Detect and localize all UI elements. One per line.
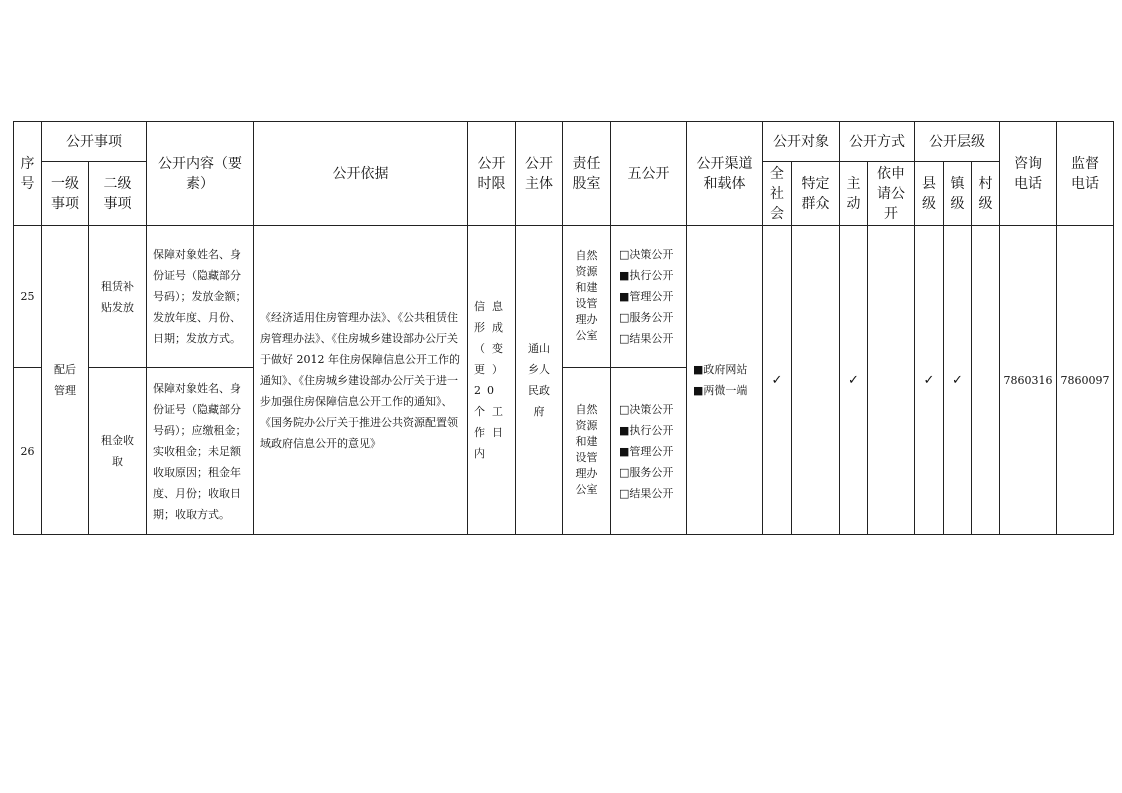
five-item: □结果公开: [619, 486, 674, 500]
header-method: 公开方式: [840, 122, 915, 162]
header-content: 公开内容（要素）: [147, 122, 254, 226]
level2-cell: 租金收取: [89, 368, 147, 535]
subject-cell: 通山乡人民政府: [516, 226, 563, 535]
header-item: 公开事项: [42, 122, 147, 162]
check-icon: ✓: [763, 226, 792, 535]
header-tier-county: 县级: [915, 162, 944, 226]
method-request-cell: [868, 226, 915, 535]
time-cell: 信息形成（变更）20个工作日内: [468, 226, 516, 535]
channel-list: [687, 226, 763, 535]
dept-cell: 自然资源和建设管理办公室: [563, 368, 611, 535]
check-icon: ✓: [840, 226, 868, 535]
five-item: ■管理公开: [619, 290, 674, 303]
level1-cell: 配后管理: [42, 226, 89, 535]
basis-cell: 《经济适用住房管理办法》、《公共租赁住房管理办法》、《住房城乡建设部办公厅关于做好 2012 年住房保障信息公开工作的通知》、《住房城乡建设部办公厅关于进一步加强住房保障信息公开工作的通知》、《国务院办公厅关于推进公共资源配置领域政府信息公开的意见》: [254, 226, 468, 535]
audience-specific-cell: [792, 226, 840, 535]
header-basis: 公开依据: [254, 122, 468, 226]
header-seq: 序号: [14, 122, 42, 226]
header-audience-all: 全社会: [763, 162, 792, 226]
five-item: ■管理公开: [619, 444, 674, 458]
supervise-phone: 7860097: [1057, 226, 1114, 535]
five-list: [611, 368, 687, 535]
level2-cell: 租赁补贴发放: [89, 226, 147, 368]
header-subject: 公开主体: [516, 122, 563, 226]
table-row: [14, 226, 1114, 368]
header-row-1: [14, 122, 1114, 162]
check-icon: ✓: [915, 226, 944, 535]
header-level2: 二级事项: [89, 162, 147, 226]
header-audience-specific: 特定群众: [792, 162, 840, 226]
header-level1: 一级事项: [42, 162, 89, 226]
five-item: □决策公开: [619, 402, 674, 416]
five-item: ■执行公开: [619, 269, 674, 282]
header-time: 公开时限: [468, 122, 516, 226]
row-seq: 26: [14, 368, 42, 535]
header-method-request: 依申请公开: [868, 162, 915, 226]
five-item: □服务公开: [619, 465, 674, 479]
header-tier-village: 村级: [972, 162, 1000, 226]
row-seq: 25: [14, 226, 42, 368]
header-supervise: 监督电话: [1057, 122, 1114, 226]
header-dept: 责任股室: [563, 122, 611, 226]
five-list: [611, 226, 687, 368]
header-method-active: 主动: [840, 162, 868, 226]
five-item: □服务公开: [619, 311, 674, 324]
check-icon: ✓: [944, 226, 972, 535]
header-channel: 公开渠道和载体: [687, 122, 763, 226]
dept-cell: 自然资源和建设管理办公室: [563, 226, 611, 368]
channel-item: ■政府网站: [693, 363, 748, 376]
five-item: ■执行公开: [619, 423, 674, 437]
content-cell: 保障对象姓名、身份证号（隐藏部分号码）；发放金额；发放年度、月份、日期；发放方式。: [147, 226, 254, 368]
header-tier: 公开层级: [915, 122, 1000, 162]
header-audience: 公开对象: [763, 122, 840, 162]
tier-village-cell: [972, 226, 1000, 535]
content-cell: 保障对象姓名、身份证号（隐藏部分号码）；应缴租金；实收租金；未足额收取原因；租金年度、月份；收取日期；收取方式。: [147, 368, 254, 535]
consult-phone: 7860316: [1000, 226, 1057, 535]
five-item: □结果公开: [619, 332, 674, 345]
five-item: □决策公开: [619, 248, 674, 261]
header-consult: 咨询电话: [1000, 122, 1057, 226]
disclosure-table: [13, 121, 1114, 535]
channel-item: ■两微一端: [693, 384, 748, 397]
header-tier-town: 镇级: [944, 162, 972, 226]
header-five: 五公开: [611, 122, 687, 226]
